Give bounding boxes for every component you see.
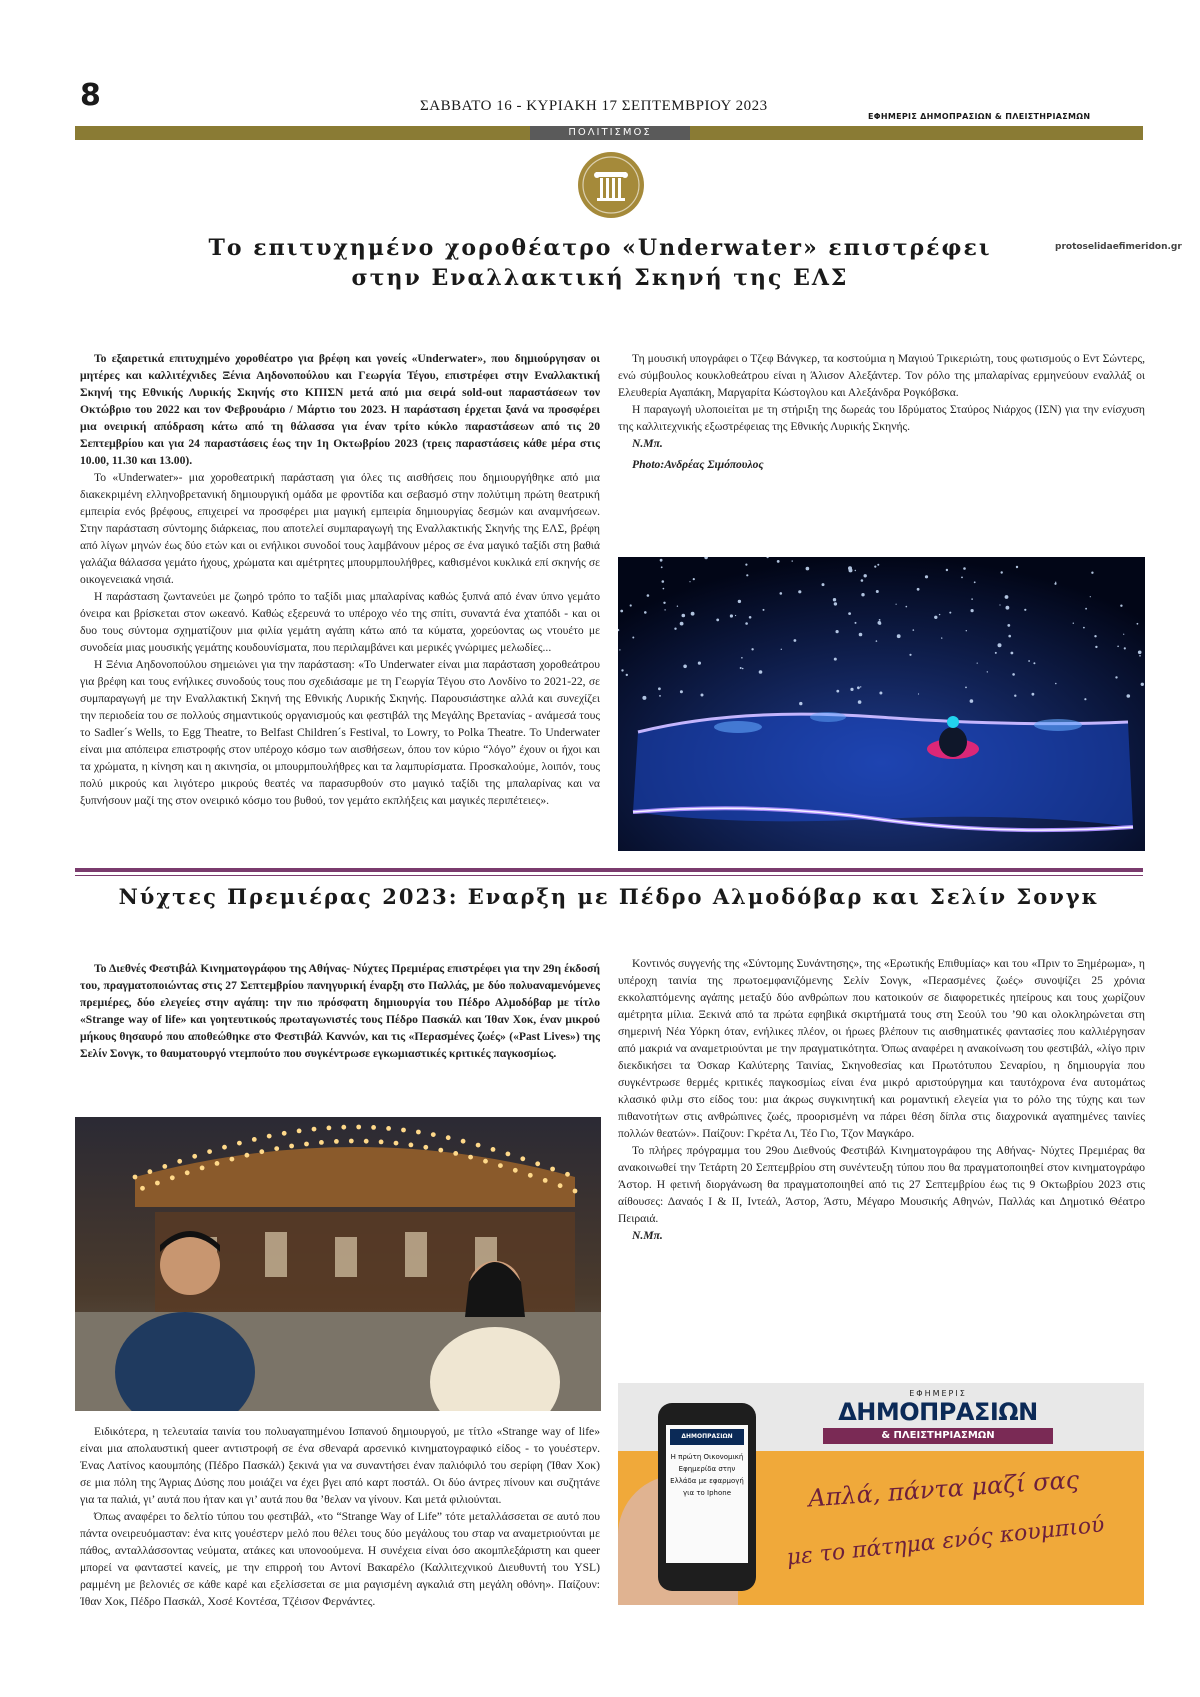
carousel-light — [230, 1157, 235, 1162]
carousel-light — [349, 1139, 354, 1144]
carousel-light — [513, 1168, 518, 1173]
bubble — [664, 609, 665, 610]
bubble — [682, 614, 686, 618]
bubble — [874, 566, 876, 568]
article2-paragraph: Ειδικότερα, η τελευταία ταινία του πολυαγαπημένου Ισπανού δημιουργού, με τίτλο «Strange way of life» είναι μια απολαυστική queer αντιστροφή σε ένα σθεναρά αρσενικό κινηματογραφικό είδος - το γουέστερν. Ένας Λατίνος καουμπόης (Πέδρο Πασκάλ) ξεκινά για να συναντήσει έναν παλιόφιλό του σερίφη (Ίθαν Χοκ) σε μια πόλη της Άγριας Δύσης που μοιάζει να έχει βγει από καρτ ποστάλ. Οι δύο άντρες πίνουν και συζητάνε για τα παλιά, γι’ αυτά που ήταν και γι’ αυτά που θα ’θελαν να γίνουν. Και μετά φιλιούνται. — [80, 1425, 600, 1506]
article2-paragraph: Το πλήρες πρόγραμμα του 29ου Διεθνούς Φεστιβάλ Κινηματογράφου της Αθήνας- Νύχτες Πρεμιέρας θα ανακοινωθεί την Τετάρτη 20 Σεπτεμβρίου στη συνέντευξη τύπου που θα πραγματοποιηθεί στον κινηματογράφο Άστορ. Η φετινή διοργάνωση θα πραγματοποιηθεί από τις 27 Σεπτεμβρίου έως τις 9 Οκτωβρίου 2023 στις αίθουσες: Δαναός Ι & ΙΙ, Ιντεάλ, Άστορ, Άστυ, Μέγαρο Μουσικής Αθηνών, Παλλάς και Δημοτικό Θέατρο Πειραιά. — [618, 1144, 1145, 1225]
bubble — [1016, 566, 1018, 568]
bubble — [1095, 646, 1097, 648]
movie-still-image — [75, 1117, 601, 1411]
bubble — [749, 616, 752, 619]
bubble — [987, 671, 988, 672]
bubble — [683, 665, 687, 669]
bubble — [689, 581, 690, 582]
article1-title-line2: στην Εναλλακτική Σκηνή της ΕΛΣ — [351, 265, 849, 291]
bubble — [716, 619, 719, 622]
bubble — [740, 667, 742, 669]
carousel-light — [550, 1167, 555, 1172]
bubble — [794, 639, 797, 642]
phone-screen — [666, 1425, 748, 1563]
bubble — [961, 577, 963, 579]
bubble — [763, 609, 765, 611]
carousel-light — [267, 1134, 272, 1139]
carousel-light — [162, 1164, 167, 1169]
bubble — [974, 581, 976, 583]
bubble — [630, 604, 632, 606]
bubble — [941, 637, 942, 638]
bubble — [798, 590, 801, 593]
bubble — [730, 614, 733, 617]
bubble — [971, 609, 974, 612]
article1-paragraph: Η παραγωγή υλοποιείται με τη στήριξη της δωρεάς του Ιδρύματος Σταύρος Νιάρχος (ΙΣΝ) για την ενίσχυση της καλλιτεχνικής εξωστρέφειας της Εθνικής Λυρικής Σκηνής. — [618, 403, 1145, 433]
carousel-light — [312, 1127, 317, 1132]
carousel-light — [222, 1145, 227, 1150]
masthead-mini: ΕΦΗΜΕΡΙΣ ΔΗΜΟΠΡΑΣΙΩΝ & ΠΛΕΙΣΤΗΡΙΑΣΜΩΝ — [868, 112, 1091, 121]
bubble — [861, 593, 864, 596]
ad-slogan-line2: με το πάτημα ενός κουμπιού — [785, 1512, 1106, 1571]
bubble — [1084, 698, 1086, 700]
bubble — [1007, 624, 1010, 627]
bubble — [663, 602, 665, 604]
bubble — [1141, 683, 1144, 686]
carousel-light — [423, 1145, 428, 1150]
bubble — [848, 566, 852, 570]
carousel-light — [453, 1151, 458, 1156]
bubble — [1005, 595, 1009, 599]
bubble — [896, 604, 897, 605]
carousel-light — [252, 1137, 257, 1142]
bubble — [850, 688, 853, 691]
bubble — [848, 612, 851, 615]
bubble — [620, 610, 623, 613]
photo-credit: Photo:Ανδρέας Σιμόπουλος — [632, 458, 764, 471]
carousel-light — [237, 1141, 242, 1146]
bubble — [792, 560, 793, 561]
section-tag: ΠΟΛΙΤΙΣΜΟΣ — [530, 126, 690, 140]
article2-paragraph: Κοντινός συγγενής της «Σύντομης Συνάντησης», της «Ερωτικής Επιθυμίας» και του «Πριν το Ξημέρωμα», η υπέροχη ταινία της πρωτοεμφανιζόμενης Σελίν Σονγκ, «Περασμένες ζωές» συνοψίζει 25 χρόνια εκκολαπτόμενης αγάπης μεταξύ δύο ανθρώπων που κατοικούν σε διαφορετικές ηπείρους και τους χωρίζουν αμέτρητα μίλια. Ξεκινά από τα πρώτα εφηβικά σκιρτήματά τους στη Σεούλ του ’90 και ολοκληρώνεται στη σημερινή Νέα Υόρκη όταν, ενήλικες πλέον, οι ήρωες βλέπουν τις αισθηματικές φαντασίες που καλλιέργησαν από μακριά να αναμετριούνται με την πραγματικότητα. Όπως αναφέρει η ανακοίνωση του φεστιβάλ, «λίγο πριν διεκδικήσει τα Όσκαρ Καλύτερης Ταινίας, Σκηνοθεσίας και Πρωτότυπου Σεναρίου, η δημιουργία που συγκέντρωσε θερμές κριτικές παγκοσμίως είναι ένα μικρό αριστούργημα και ταυτόχρονα ένα αυτομάτως κλασικό φιλμ στο είδος του: μια άκρως συγκινητική και ρομαντική ελεγεία για το ρόλο της τύχης και των πιθανοτήτων στις ανθρώπινες ζωές, προορισμένη να πάρει θέση δίπλα στις διαχρονικά αγαπημένες ταινίες πολλών θεατών». Παίζουν: Γκρέτα Λι, Τέο Γιο, Τζον Μαγκάρο. — [618, 957, 1145, 1140]
carousel-light — [364, 1139, 369, 1144]
article1-paragraph: Τη μουσική υπογράφει ο Τζεφ Βάνγκερ, τα κοστούμια η Μαγιού Τρικεριώτη, τους φωτισμούς ο Εντ Σώντερς, ενώ σύμβουλος κουκλοθεάτρου είναι η Άλισον Αλεξάντερ. Τον ρόλο της μπαλαρίνας ερμηνεύουν εναλλάξ οι Ελευθερία Αγαπάκη, Μαργαρίτα Κώστογλου και Αλεξάνδρα Ρογκόβσκα. — [618, 352, 1145, 399]
bubble — [1123, 634, 1124, 635]
bubble — [857, 686, 860, 689]
bubble — [834, 602, 837, 605]
bubble — [860, 686, 861, 687]
bubble — [1073, 623, 1074, 624]
bubble — [663, 588, 665, 590]
bubble — [876, 640, 878, 642]
article-divider-thin — [75, 875, 1143, 876]
bubble — [781, 649, 782, 650]
bubble — [999, 604, 1000, 605]
bubble — [741, 657, 743, 659]
bubble — [1008, 635, 1011, 638]
bubble — [742, 668, 744, 670]
carousel-light — [520, 1156, 525, 1161]
movie-still — [75, 1117, 601, 1411]
carousel-light — [319, 1140, 324, 1145]
carousel-light — [185, 1170, 190, 1175]
article1-left-column — [80, 350, 600, 855]
bubble — [855, 570, 856, 571]
bubble — [799, 702, 802, 705]
bubble — [1090, 596, 1091, 597]
bubble — [662, 580, 665, 583]
ad-eph-label: ΕΦΗΜΕΡΙΣ — [909, 1389, 967, 1398]
bubble — [949, 612, 951, 614]
ionic-column-icon — [578, 152, 644, 218]
bubble — [822, 583, 825, 586]
bubble — [834, 658, 837, 661]
bubble — [660, 559, 663, 562]
carousel-light — [468, 1155, 473, 1160]
carousel-light — [215, 1161, 220, 1166]
carousel-light — [155, 1181, 160, 1186]
ad-brand: ΔΗΜΟΠΡΑΣΙΩΝ — [838, 1398, 1038, 1426]
bubble — [836, 630, 839, 633]
bubble — [680, 622, 684, 626]
carousel-light — [565, 1172, 570, 1177]
bubble — [659, 695, 661, 697]
bubble — [1085, 608, 1087, 610]
bubble — [745, 564, 747, 566]
bubble — [879, 622, 882, 625]
carousel-light — [573, 1189, 578, 1194]
carousel-light — [528, 1173, 533, 1178]
bubble — [939, 614, 940, 615]
carousel-light — [334, 1139, 339, 1144]
bubble — [913, 629, 915, 631]
carousel-light — [401, 1128, 406, 1133]
bubble — [738, 600, 741, 603]
bubble — [970, 699, 974, 703]
bubble — [877, 564, 879, 566]
carousel-light — [409, 1143, 414, 1148]
bubble — [1006, 606, 1010, 610]
carousel-light — [416, 1130, 421, 1135]
phone-screen-text: Η πρώτη Οικονομική Εφημερίδα στην Ελλάδα με εφαρμογή για το Iphone — [670, 1453, 744, 1497]
carousel-light — [498, 1163, 503, 1168]
bubble — [995, 652, 997, 654]
section-logo — [578, 152, 644, 218]
carousel-light — [200, 1166, 205, 1171]
bubble — [677, 606, 678, 607]
article1-lead: Το εξαιρετικά επιτυχημένο χοροθέατρο για βρέφη και γονείς «Underwater», που δημιούργησαν οι μητέρες και καλλιτέχνιδες Ξένια Αηδονοπούλου και Γεωργία Τέγου, επιστρέφει στην Εναλλακτική Σκηνή της Εθνικής Λυρικής Σκηνής στο ΚΠΙΣΝ μετά από μια σειρά sold-out παραστάσεων τον Οκτώβριο του 2022 και τον Φεβρουάριο / Μάρτιο του 2023. Η παράσταση έρχεται ξανά να προσφέρει μια ονειρική απόδραση κάτω από τη θάλασσα για έναν τρίτο κύκλο παραστάσεων από τις 20 Σεπτεμβρίου και για 24 παραστάσεις έως την 1η Οκτωβρίου 2023 (τρεις παραστάσεις κάθε μέρα στις 10.00, 11.30 και 13.00). — [80, 352, 600, 467]
carousel-light — [245, 1153, 250, 1158]
carousel-light — [289, 1144, 294, 1149]
bubble — [897, 634, 901, 638]
bubble — [858, 700, 862, 704]
bubble — [658, 687, 661, 690]
carousel-light — [259, 1149, 264, 1154]
smartphone-icon — [658, 1403, 756, 1591]
app-advertisement[interactable] — [618, 1383, 1144, 1605]
carousel-light — [356, 1125, 361, 1130]
carousel-light — [386, 1126, 391, 1131]
bubble — [934, 616, 937, 619]
bubble — [859, 633, 863, 637]
carousel-light — [483, 1159, 488, 1164]
article1-paragraph: Η Ξένια Αηδονοπούλου σημειώνει για την παράσταση: «Το Underwater είναι μια παράσταση χοροθεάτρου για βρέφη και τους ενήλικες συνοδούς τους που σχεδιάσαμε με τη Γεωργία Τέγου στο Λονδίνο το 2021-22, σε συμπαραγωγή με την Εναλλακτική Σκηνή της Εθνικής Λυρικής Σκηνής. Παρουσιάστηκε αλλά και συνεχίζει την περιοδεία του σε πολλούς σημαντικούς οργανισμούς και φεστιβάλ της Μεγάλης Βρετανίας - ανάμεσά τους το Sadler´s Wells, το Egg Theatre, το Belfast Children´s Festival, το Lowry, το Polka Theatre. Το Underwater είναι μια απόπειρα επιστροφής στον υπέροχο κόσμο των αισθήσεων, όπου τον κύριο “λόγο” έχουν οι ήχοι και τα χρώματα, η κίνηση και η ακινησία, οι μπουρμπουλήθρες και τα λαμπυρίσματα. Προσκαλούμε, λοιπόν, τους πολύ μικρούς και λιγότερο μικρούς θεατές να παρασυρθούν στο μαγικό ταξίδι της μπαλαρίνας και να ξυπνήσουν μαζί της στον ονειρικό κόσμο του βυθού, τον γεμάτο εκπλήξεις και μαγικές περιπέτειες». — [80, 658, 600, 807]
bubble — [1028, 660, 1030, 662]
bubble — [698, 662, 701, 665]
bubble — [909, 654, 911, 656]
carousel-light — [491, 1147, 496, 1152]
bubble — [759, 670, 763, 674]
ad-slogan-line1: Απλά, πάντα μαζί σας — [807, 1465, 1081, 1513]
carousel-light — [304, 1142, 309, 1147]
carousel-light — [297, 1129, 302, 1134]
bubble — [1033, 662, 1035, 664]
carousel-light — [379, 1140, 384, 1145]
bubble — [680, 690, 683, 693]
bubble — [1054, 583, 1056, 585]
bubble — [879, 692, 882, 695]
bubble — [1127, 694, 1131, 698]
bubble — [1001, 571, 1003, 573]
stage-photo — [618, 557, 1145, 851]
bubble — [1115, 676, 1117, 678]
bubble — [1139, 655, 1141, 657]
bubble — [963, 567, 966, 570]
bubble — [1014, 695, 1016, 697]
bubble — [621, 669, 623, 671]
carousel-light — [274, 1146, 279, 1151]
carousel-light — [476, 1143, 481, 1148]
bubble — [1117, 646, 1119, 648]
bubble — [780, 592, 783, 595]
bubble — [966, 630, 967, 631]
bubble — [1012, 673, 1015, 676]
carousel-light — [461, 1139, 466, 1144]
bubble — [1011, 652, 1014, 655]
page-number: 8 — [80, 78, 101, 113]
carousel-light — [438, 1148, 443, 1153]
carousel-light — [558, 1183, 563, 1188]
bubble — [644, 611, 647, 614]
bubble — [693, 578, 695, 580]
bubble — [661, 566, 663, 568]
bubble — [1124, 647, 1126, 649]
article1-signature: Ν.Μπ. — [632, 437, 663, 450]
article1-title-line1: Το επιτυχημένο χοροθέατρο «Underwater» επιστρέφει — [208, 235, 992, 261]
bubble — [1032, 693, 1035, 696]
bubble — [855, 622, 857, 624]
carousel-light — [140, 1186, 145, 1191]
article2-right-column — [618, 955, 1145, 1373]
carousel-light — [506, 1152, 511, 1157]
bubble — [619, 649, 620, 650]
carousel-light — [431, 1132, 436, 1137]
ad-subbrand: & ΠΛΕΙΣΤΗΡΙΑΣΜΩΝ — [823, 1428, 1053, 1444]
bubble — [626, 674, 628, 676]
bubble — [1120, 605, 1122, 607]
article-divider — [75, 868, 1143, 872]
bubble — [925, 575, 928, 578]
issue-date: ΣΑΒΒΑΤΟ 16 - ΚΥΡΙΑΚΗ 17 ΣΕΠΤΕΜΒΡΙΟΥ 2023 — [420, 98, 768, 114]
bubble — [691, 612, 695, 616]
carousel-light — [371, 1125, 376, 1130]
bubble — [965, 687, 967, 689]
article1-right-column — [618, 350, 1145, 550]
bubble — [647, 594, 650, 597]
bubble — [879, 619, 881, 621]
bubble — [977, 663, 978, 664]
bubble — [1137, 623, 1139, 625]
article2-left-column — [80, 1423, 600, 1608]
carousel-light — [446, 1135, 451, 1140]
article2-lead: Το Διεθνές Φεστιβάλ Κινηματογράφου της Αθήνας- Νύχτες Πρεμιέρας επιστρέφει για την 29η έκδοσή του, πραγματοποιώντας στις 27 Σεπτεμβρίου πανηγυρική έναρξη στο Παλλάς, με δύο πολυαναμενόμενες πρεμιέρες, δύο ελεγείες στην αγάπη: την πιο πρόσφατη δημιουργία του Πέδρο Αλμοδόβαρ με τίτλο «Strange way of life» και γοητευτικούς πρωταγωνιστές τους Πέδρο Πασκάλ και Ίθαν Χοκ, έναν μικρού μήκους θησαυρό που αποθεώθηκε στο Φεστιβάλ Καννών, και τις «Περασμένες ζωές» («Past Lives») της Σελίν Σονγκ, το θαυματουργό ντεμπούτο που συγκέντρωσε εγκωμιαστικές κριτικές παγκοσμίως. — [80, 962, 600, 1060]
carousel-light — [327, 1126, 332, 1131]
bubble — [1138, 651, 1142, 655]
article1-paragraph: Το «Underwater»- μια χοροθεατρική παράσταση για όλες τις αισθήσεις που δημιουργήθηκε από μια διακεκριμένη ελληνοβρετανική δημιουργική ομάδα με φροντίδα και σεβασμό στην πολύτιμη πρώτη θεατρική εμπειρία ενός βρέφους, επιχειρεί να προσφέρει μια μαγική εμπειρία δημιουργίας δεσμών και αναμνήσεων. Στην παράσταση σύντομης διάρκειας, που αποτελεί συμπαραγωγή της Εναλλακτικής Σκηνής της ΕΛΣ, βρέφη από λίγων μηνών έως δύο ετών και οι ενήλικοι συνοδοί τους λαμβάνουν μέρος σε ένα μαγικό ταξίδι στη βαθιά γαλάζια θάλασσα γεμάτο ήχους, χρώματα και αμέτρητες μπουρμπουλήθρες, καθισμένοι κυκλικά επί σκηνής σε οικογενειακά νησιά. — [80, 471, 600, 586]
bubble — [746, 574, 748, 576]
bubble — [946, 569, 948, 571]
bubble — [1055, 683, 1057, 685]
bubble — [674, 628, 676, 630]
phone-screen-header: ΔΗΜΟΠΡΑΣΙΩΝ — [670, 1429, 744, 1445]
bubble — [701, 694, 704, 697]
bubble — [806, 567, 810, 571]
carousel-light — [394, 1141, 399, 1146]
carousel-light — [192, 1154, 197, 1159]
bubble — [833, 598, 836, 601]
bubble — [751, 648, 753, 650]
watermark: protoselidaefimeridon.gr — [1055, 242, 1182, 252]
bubble — [1024, 609, 1026, 611]
carousel-light — [543, 1178, 548, 1183]
bubble — [906, 606, 908, 608]
bubble — [735, 615, 736, 616]
bubble — [918, 693, 919, 694]
bubble — [864, 574, 867, 577]
carousel-light — [535, 1161, 540, 1166]
bubble — [917, 588, 920, 591]
article1-paragraph: Η παράσταση ζωντανεύει με ζωηρό τρόπο το ταξίδι μιας μπαλαρίνας καθώς ξυπνά από έναν ύπνο γεμάτο όνειρα και βρίσκεται στον ωκεανό. Καθώς εξερευνά το υπέροχο νέο της σπίτι, συναντά ένα χταπόδι - και οι δυο τους σύντομα σχηματίζουν μια φιλία γεμάτη αγάπη κάτω από τα κύματα, χορεύοντας ως ντουέτο με συνοδεία μιας μουσικής γεμάτης κουδουνίσματα, που περιλαμβάνει και μερικές γνώριμες μελωδίες... — [80, 590, 600, 654]
bubble — [632, 637, 634, 639]
bubble — [1091, 572, 1093, 574]
article2-lead-column — [80, 960, 600, 1110]
bubble — [836, 690, 839, 693]
stage-photo-image — [618, 557, 1145, 851]
carousel-light — [133, 1175, 138, 1180]
bubble — [876, 590, 879, 593]
carousel-light — [207, 1149, 212, 1154]
article2-title: Νύχτες Πρεμιέρας 2023: Εναρξη με Πέδρο Αλμοδόβαρ και Σελίν Σονγκ — [118, 884, 1100, 909]
article2-paragraph: Όπως αναφέρει το δελτίο τύπου του φεστιβάλ, «το “Strange Way of Life” τότε μεταλλάσσεται σε αυτό που πάντα ονειρευόμασταν: ένα κιτς γουέστερν μελό που θέλει τους δύο μεγάλους του σταρ να αναμετριούνται με πάθος, ανταλλάσσοντας νεύματα, ατάκες και υπονοούμενα. Η συνέχεια είναι όσο ακομπλεξάριστη και queer μπορεί να φανταστεί κανείς, με την επιρροή του Αντονί Βακαρέλο (Καλλιτεχνικού Διευθυντή του YSL) ραμμένη με βελονιές σε κάθε καρέ και εξελίσσεται σε μια ραγισμένη αγκαλιά στη μεγάλη οθόνη». Παίζουν: Ίθαν Χοκ, Πέδρο Πασκάλ, Χοσέ Κοντέσα, Τζέισον Φερνάντες. — [80, 1510, 600, 1608]
bubble — [745, 622, 748, 625]
carousel-light — [170, 1175, 175, 1180]
bubble — [998, 643, 1002, 647]
carousel-light — [282, 1131, 287, 1136]
carousel-light — [148, 1169, 153, 1174]
bubble — [777, 560, 780, 563]
bubble — [642, 696, 646, 700]
article2-signature: Ν.Μπ. — [632, 1229, 663, 1242]
carousel-light — [341, 1125, 346, 1130]
carousel-light — [177, 1159, 182, 1164]
bubble — [971, 598, 973, 600]
bubble — [861, 579, 864, 582]
bubble — [1083, 627, 1085, 629]
bubble — [1094, 635, 1096, 637]
